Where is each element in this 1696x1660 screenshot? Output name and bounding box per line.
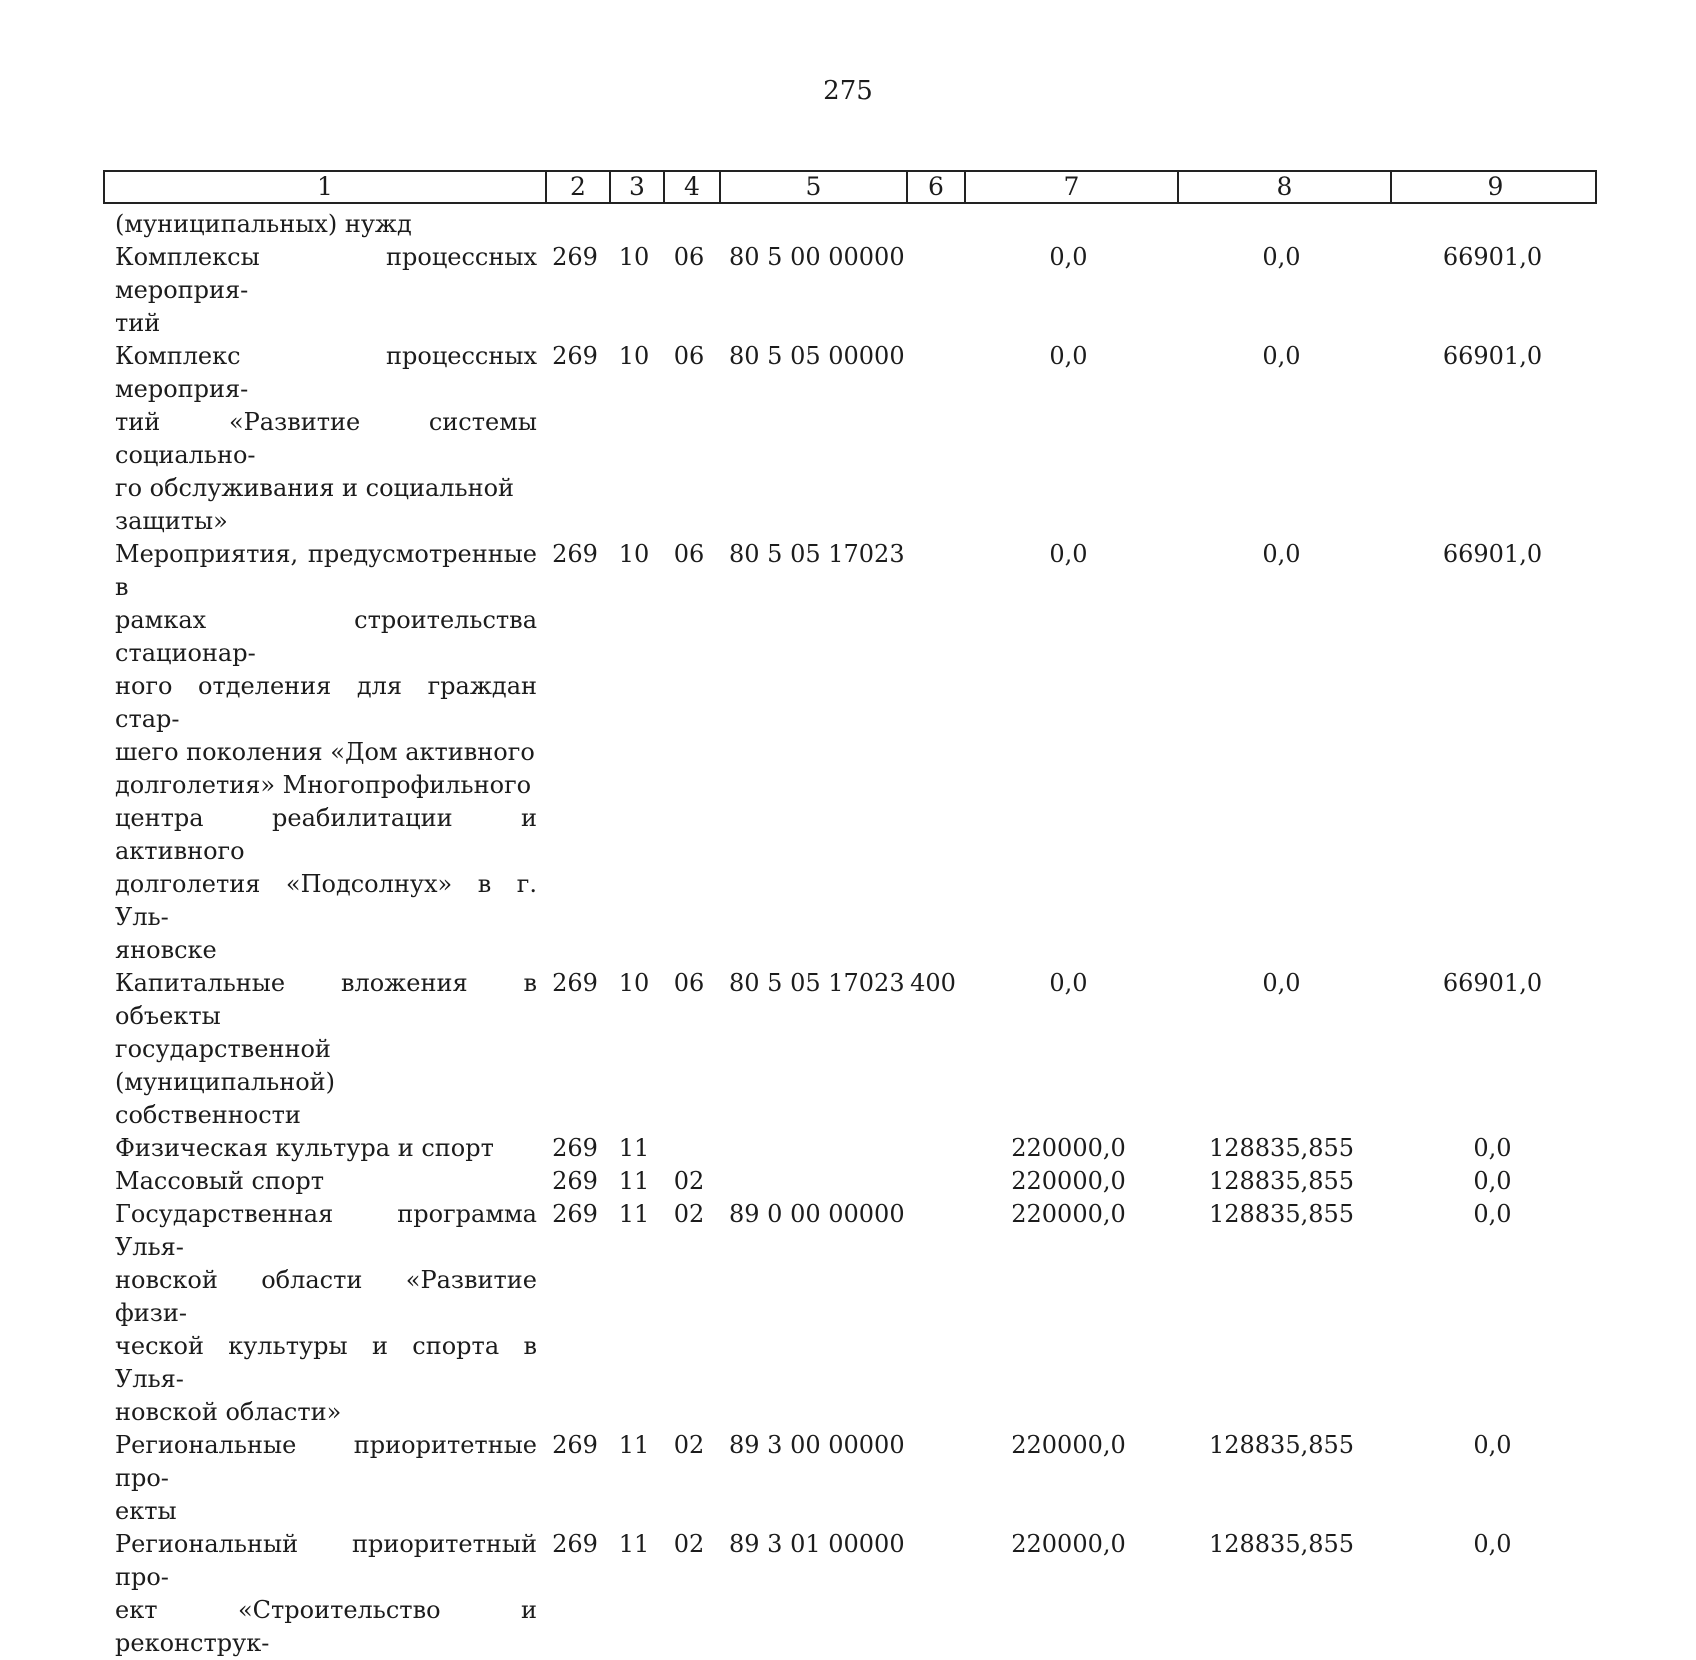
- cell-description: [103, 1198, 543, 1429]
- description-line: государственной (муниципальной): [115, 1035, 335, 1096]
- cell-amount-year-3: 66901,0: [1442, 540, 1543, 568]
- cell-description: [103, 1429, 543, 1528]
- cell-target-article: 80 5 05 17023: [729, 969, 905, 997]
- cell-admin-code: 269: [552, 1134, 598, 1162]
- cell-expense-type: [904, 1528, 962, 1660]
- column-header: 1: [317, 172, 333, 201]
- description-line: Региональные приоритетные про-: [115, 1431, 537, 1492]
- cell-description: [103, 1528, 543, 1660]
- cell-section: 10: [618, 243, 650, 271]
- description-line: Мероприятия, предусмотренные в: [115, 540, 537, 601]
- cell-subsection: 06: [673, 969, 705, 997]
- cell-amount-year-1: 0,0: [1049, 540, 1088, 568]
- cell-admin-code: 269: [552, 1431, 598, 1459]
- cell-section: 11: [618, 1134, 650, 1162]
- cell-section: 11: [618, 1431, 650, 1459]
- cell-subsection: 02: [673, 1431, 705, 1459]
- column-header: 2: [545, 172, 609, 202]
- cell-description: [103, 967, 543, 1132]
- description-line: собственности: [115, 1101, 301, 1129]
- description-line: Массовый спорт: [115, 1167, 324, 1195]
- cell-expense-type: [904, 538, 962, 967]
- cell-subsection: 02: [673, 1530, 705, 1558]
- table-row: [103, 967, 1597, 1132]
- cell-amount-year-2: 0,0: [1262, 243, 1301, 271]
- cell-description: [103, 1132, 543, 1165]
- cell-admin-code: 269: [552, 969, 598, 997]
- cell-amount-year-2: 0,0: [1262, 540, 1301, 568]
- cell-description: [103, 340, 543, 538]
- description-line: ческой культуры и спорта в Улья-: [115, 1332, 537, 1393]
- cell-target-article: 89 3 01 00000: [729, 1530, 905, 1558]
- cell-amount-year-2: [1175, 208, 1388, 241]
- description-line: долголетия «Подсолнух» в г. Уль-: [115, 870, 537, 931]
- cell-amount-year-2: 0,0: [1262, 342, 1301, 370]
- cell-expense-type: [904, 241, 962, 340]
- description-line: тий: [115, 309, 161, 337]
- description-line: Региональный приоритетный про-: [115, 1530, 537, 1591]
- cell-target-article: 80 5 05 00000: [729, 342, 905, 370]
- cell-admin-code: 269: [552, 1530, 598, 1558]
- cell-target-article: [717, 208, 904, 241]
- column-header: 4: [663, 172, 719, 202]
- cell-amount-year-3: [1388, 208, 1597, 241]
- column-header: 9: [1390, 172, 1599, 202]
- table-row: [103, 1132, 1597, 1165]
- cell-section: 11: [618, 1530, 650, 1558]
- cell-expense-type: 400: [910, 969, 956, 997]
- table-row: [103, 241, 1597, 340]
- table-row: [103, 208, 1597, 241]
- cell-description: [103, 538, 543, 967]
- cell-amount-year-3: 0,0: [1473, 1200, 1512, 1228]
- cell-amount-year-1: 220000,0: [1011, 1431, 1126, 1459]
- cell-target-article: 89 0 00 00000: [729, 1200, 905, 1228]
- cell-subsection: 02: [673, 1200, 705, 1228]
- cell-amount-year-3: 66901,0: [1442, 342, 1543, 370]
- cell-amount-year-1: [962, 208, 1175, 241]
- table-body: [103, 208, 1597, 1660]
- description-line: ного отделения для граждан стар-: [115, 672, 537, 733]
- cell-target-article: [717, 1132, 904, 1165]
- column-header: 8: [1177, 172, 1390, 202]
- cell-description: [103, 208, 543, 241]
- table-header-row: [103, 170, 1597, 204]
- cell-subsection: 06: [673, 342, 705, 370]
- cell-subsection: [661, 1132, 717, 1165]
- cell-description: [103, 1165, 543, 1198]
- description-line: яновске: [115, 936, 217, 964]
- table-row: [103, 1429, 1597, 1528]
- table-row: [103, 1165, 1597, 1198]
- column-header: 7: [964, 172, 1177, 202]
- cell-section: 11: [618, 1200, 650, 1228]
- cell-expense-type: [904, 1429, 962, 1528]
- cell-expense-type: [904, 1132, 962, 1165]
- cell-amount-year-2: 128835,855: [1208, 1431, 1355, 1459]
- cell-expense-type: [904, 1198, 962, 1429]
- cell-amount-year-3: 0,0: [1473, 1431, 1512, 1459]
- description-line: новской области «Развитие физи-: [115, 1266, 537, 1327]
- description-line: новской области»: [115, 1398, 342, 1426]
- cell-amount-year-1: 220000,0: [1011, 1530, 1126, 1558]
- description-line: рамках строительства стационар-: [115, 606, 537, 667]
- cell-amount-year-1: 0,0: [1049, 243, 1088, 271]
- cell-amount-year-3: 0,0: [1473, 1134, 1512, 1162]
- cell-amount-year-1: 0,0: [1049, 342, 1088, 370]
- table-row: [103, 1528, 1597, 1660]
- cell-subsection: 06: [673, 540, 705, 568]
- cell-amount-year-3: 0,0: [1473, 1167, 1512, 1195]
- page-number: 275: [823, 76, 873, 106]
- cell-amount-year-3: 66901,0: [1442, 969, 1543, 997]
- cell-admin-code: [543, 208, 607, 241]
- description-line: защиты»: [115, 507, 228, 535]
- cell-amount-year-1: 220000,0: [1011, 1134, 1126, 1162]
- cell-amount-year-1: 0,0: [1049, 969, 1088, 997]
- cell-admin-code: 269: [552, 540, 598, 568]
- cell-subsection: 02: [673, 1167, 705, 1195]
- cell-section: 10: [618, 969, 650, 997]
- cell-subsection: [661, 208, 717, 241]
- description-line: ект «Строительство и реконструк-: [115, 1596, 537, 1657]
- table-row: [103, 340, 1597, 538]
- description-line: (муниципальных) нужд: [115, 210, 412, 238]
- cell-amount-year-2: 128835,855: [1208, 1134, 1355, 1162]
- cell-target-article: 80 5 00 00000: [729, 243, 905, 271]
- column-header: 3: [609, 172, 663, 202]
- table-row: [103, 1198, 1597, 1429]
- cell-admin-code: 269: [552, 1167, 598, 1195]
- description-line: центра реабилитации и активного: [115, 804, 537, 865]
- cell-expense-type: [904, 1165, 962, 1198]
- description-line: Государственная программа Улья-: [115, 1200, 537, 1261]
- description-line: Комплекс процессных мероприя-: [115, 342, 537, 403]
- cell-section: 11: [618, 1167, 650, 1195]
- cell-amount-year-3: 0,0: [1473, 1530, 1512, 1558]
- cell-admin-code: 269: [552, 1200, 598, 1228]
- cell-expense-type: [904, 340, 962, 538]
- cell-amount-year-2: 0,0: [1262, 969, 1301, 997]
- table-row: [103, 538, 1597, 967]
- description-line: Комплексы процессных мероприя-: [115, 243, 537, 304]
- description-line: екты: [115, 1497, 177, 1525]
- cell-amount-year-1: 220000,0: [1011, 1167, 1126, 1195]
- column-header: 6: [906, 172, 964, 202]
- cell-description: [103, 241, 543, 340]
- description-line: тий «Развитие системы социально-: [115, 408, 537, 469]
- cell-section: 10: [618, 540, 650, 568]
- cell-amount-year-1: 220000,0: [1011, 1200, 1126, 1228]
- budget-table: [103, 170, 1597, 1660]
- cell-subsection: 06: [673, 243, 705, 271]
- cell-section: [607, 208, 661, 241]
- cell-amount-year-3: 66901,0: [1442, 243, 1543, 271]
- cell-section: 10: [618, 342, 650, 370]
- description-line: го обслуживания и социальной: [115, 474, 515, 502]
- cell-target-article: 80 5 05 17023: [729, 540, 905, 568]
- column-header: 5: [719, 172, 906, 202]
- cell-amount-year-2: 128835,855: [1208, 1200, 1355, 1228]
- description-line: шего поколения «Дом активного: [115, 738, 535, 766]
- cell-admin-code: 269: [552, 342, 598, 370]
- description-line: Капитальные вложения в объекты: [115, 969, 537, 1030]
- cell-target-article: [717, 1165, 904, 1198]
- cell-target-article: 89 3 00 00000: [729, 1431, 905, 1459]
- cell-amount-year-2: 128835,855: [1208, 1530, 1355, 1558]
- cell-expense-type: [904, 208, 962, 241]
- cell-amount-year-2: 128835,855: [1208, 1167, 1355, 1195]
- description-line: долголетия» Многопрофильного: [115, 771, 532, 799]
- description-line: Физическая культура и спорт: [115, 1134, 494, 1162]
- cell-admin-code: 269: [552, 243, 598, 271]
